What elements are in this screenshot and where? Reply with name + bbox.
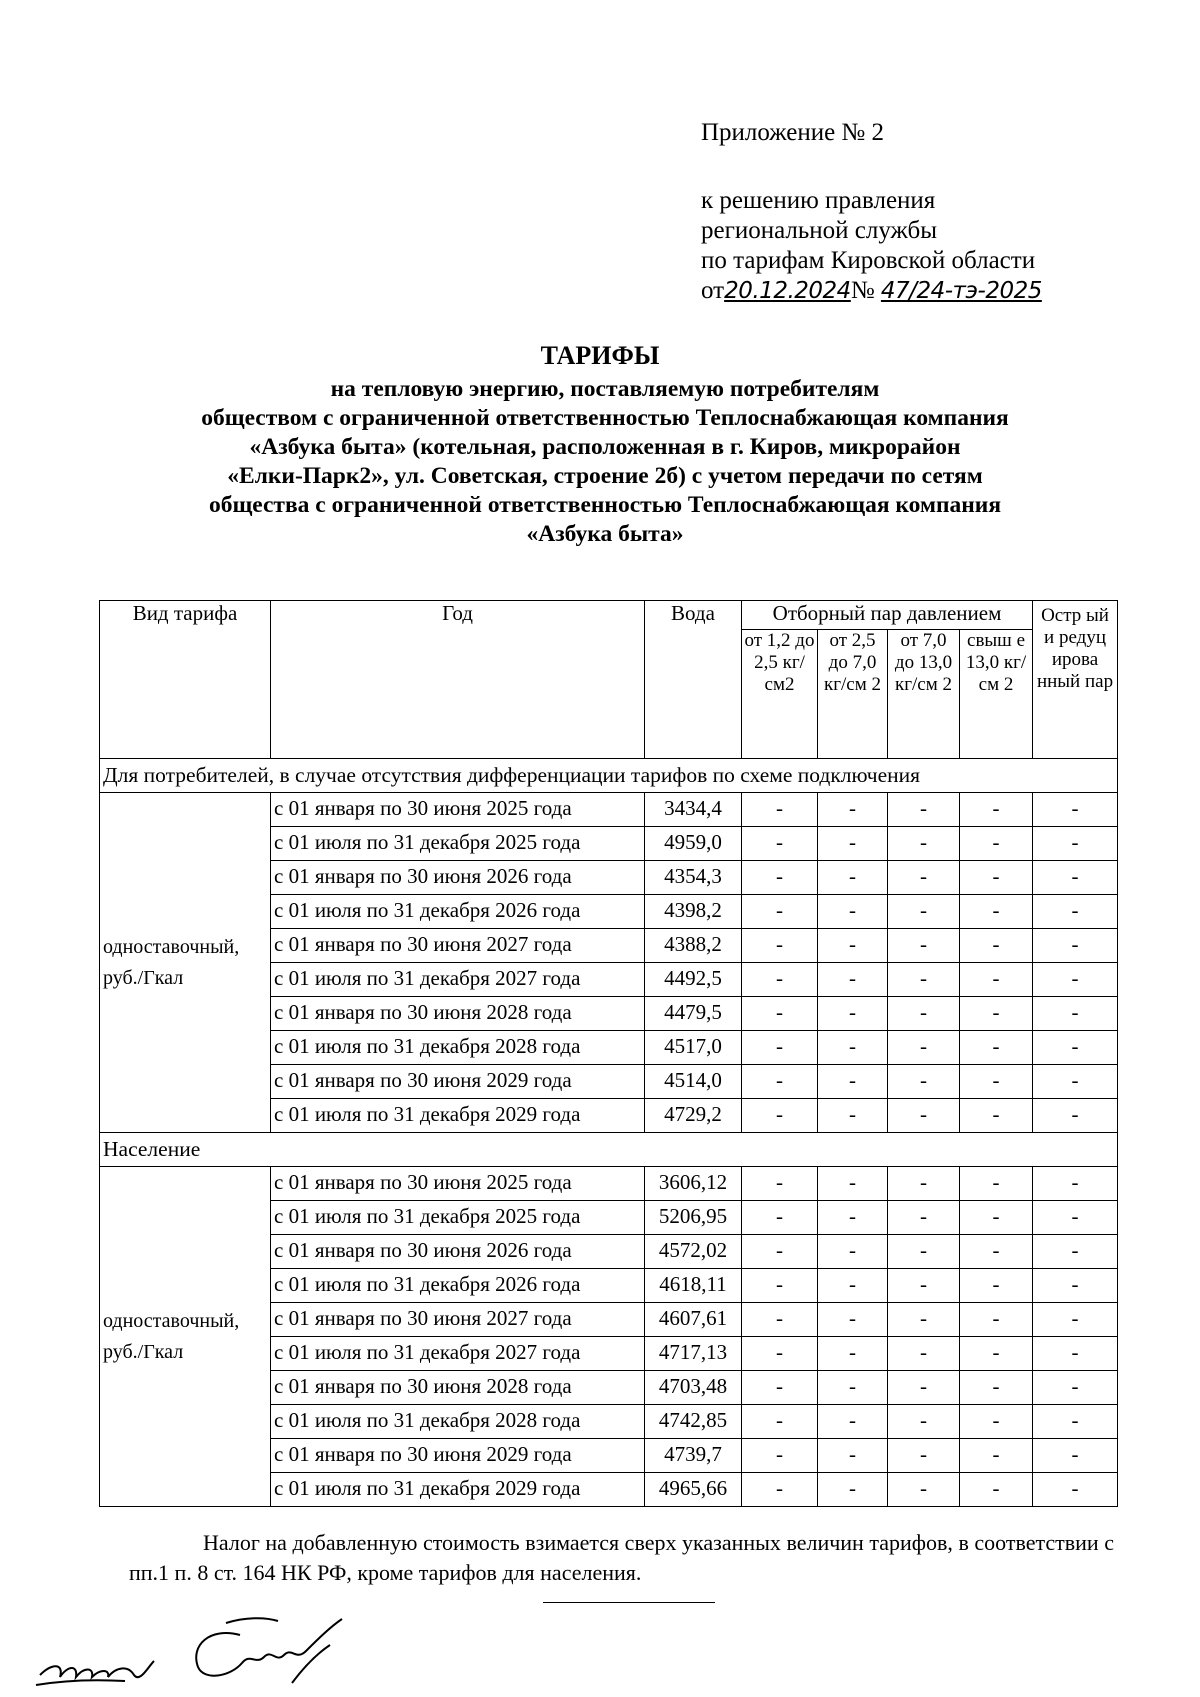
empty-value: -	[888, 861, 960, 895]
table-row	[100, 1167, 1118, 1201]
empty-value: -	[742, 997, 818, 1031]
water-value: 4965,66	[645, 1473, 742, 1507]
water-value: 4398,2	[645, 895, 742, 929]
empty-value: -	[818, 1099, 888, 1133]
empty-value: -	[888, 1269, 960, 1303]
tariff-table	[99, 600, 1118, 1507]
empty-value: -	[1033, 1303, 1118, 1337]
header-steam-3: от 7,0 до 13,0 кг/см 2	[888, 630, 960, 759]
water-value: 4618,11	[645, 1269, 742, 1303]
empty-value: -	[818, 997, 888, 1031]
empty-value: -	[1033, 1269, 1118, 1303]
header-steam-1: от 1,2 до 2,5 кг/см2	[742, 630, 818, 759]
empty-value: -	[818, 1269, 888, 1303]
empty-value: -	[1033, 1065, 1118, 1099]
empty-value: -	[742, 929, 818, 963]
period-cell: с 01 января по 30 июня 2026 года	[271, 1235, 645, 1269]
empty-value: -	[960, 929, 1033, 963]
empty-value: -	[1033, 1473, 1118, 1507]
empty-value: -	[888, 1405, 960, 1439]
tariff-kind: одноставочный, руб./Гкал	[100, 793, 271, 1133]
date-prefix: от	[701, 277, 725, 304]
header-period: Год	[271, 601, 645, 759]
water-value: 3434,4	[645, 793, 742, 827]
period-cell: с 01 января по 30 июня 2027 года	[271, 929, 645, 963]
empty-value: -	[742, 1405, 818, 1439]
empty-value: -	[960, 1473, 1033, 1507]
empty-value: -	[960, 1405, 1033, 1439]
table-body	[100, 759, 1118, 1507]
period-cell: с 01 января по 30 июня 2025 года	[271, 1167, 645, 1201]
empty-value: -	[1033, 827, 1118, 861]
empty-value: -	[960, 1371, 1033, 1405]
empty-value: -	[888, 997, 960, 1031]
empty-value: -	[742, 861, 818, 895]
period-cell: с 01 июля по 31 декабря 2027 года	[271, 963, 645, 997]
empty-value: -	[960, 1235, 1033, 1269]
empty-value: -	[960, 827, 1033, 861]
water-value: 4572,02	[645, 1235, 742, 1269]
empty-value: -	[742, 1099, 818, 1133]
empty-value: -	[818, 861, 888, 895]
number-prefix: №	[850, 277, 875, 304]
period-cell: с 01 января по 30 июня 2025 года	[271, 793, 645, 827]
period-cell: с 01 января по 30 июня 2028 года	[271, 997, 645, 1031]
empty-value: -	[1033, 793, 1118, 827]
period-cell: с 01 июля по 31 декабря 2029 года	[271, 1473, 645, 1507]
empty-value: -	[888, 895, 960, 929]
header-water: Вода	[645, 601, 742, 759]
decision-line-1: к решению правления	[701, 187, 936, 214]
period-cell: с 01 июля по 31 декабря 2029 года	[271, 1099, 645, 1133]
period-cell: с 01 января по 30 июня 2028 года	[271, 1371, 645, 1405]
empty-value: -	[742, 895, 818, 929]
empty-value: -	[742, 1065, 818, 1099]
empty-value: -	[960, 793, 1033, 827]
subtitle-line: обществом с ограниченной ответственностью Теплоснабжающая компания	[201, 405, 1009, 431]
empty-value: -	[818, 1473, 888, 1507]
empty-value: -	[1033, 895, 1118, 929]
empty-value: -	[742, 793, 818, 827]
empty-value: -	[818, 895, 888, 929]
subtitle-line: «Азбука быта»	[526, 521, 684, 547]
empty-value: -	[742, 1371, 818, 1405]
empty-value: -	[818, 963, 888, 997]
empty-value: -	[1033, 1031, 1118, 1065]
water-value: 4492,5	[645, 963, 742, 997]
period-cell: с 01 июля по 31 декабря 2026 года	[271, 1269, 645, 1303]
period-cell: с 01 июля по 31 декабря 2025 года	[271, 1201, 645, 1235]
empty-value: -	[888, 1201, 960, 1235]
table-row	[100, 793, 1118, 827]
empty-value: -	[960, 895, 1033, 929]
empty-value: -	[960, 861, 1033, 895]
empty-value: -	[742, 1031, 818, 1065]
empty-value: -	[818, 1439, 888, 1473]
subtitle-line: «Елки-Парк2», ул. Советская, строение 2б) с учетом передачи по сетям	[227, 463, 983, 489]
empty-value: -	[1033, 929, 1118, 963]
empty-value: -	[742, 963, 818, 997]
water-value: 4742,85	[645, 1405, 742, 1439]
empty-value: -	[888, 1303, 960, 1337]
empty-value: -	[742, 1167, 818, 1201]
header-steam-group: Отборный пар давлением	[742, 601, 1033, 630]
empty-value: -	[818, 827, 888, 861]
section-label: Для потребителей, в случае отсутствия дифференциации тарифов по схеме подключения	[100, 759, 1118, 793]
empty-value: -	[888, 1099, 960, 1133]
period-cell: с 01 января по 30 июня 2027 года	[271, 1303, 645, 1337]
empty-value: -	[742, 1269, 818, 1303]
empty-value: -	[888, 1167, 960, 1201]
header-steam-2: от 2,5 до 7,0 кг/см 2	[818, 630, 888, 759]
empty-value: -	[742, 1201, 818, 1235]
empty-value: -	[1033, 1099, 1118, 1133]
section-label: Население	[100, 1133, 1118, 1167]
water-value: 5206,95	[645, 1201, 742, 1235]
empty-value: -	[888, 1235, 960, 1269]
vat-note: Налог на добавленную стоимость взимается сверх указанных величин тарифов, в соответствии с пп.1 п. 8 ст. 164 НК РФ, кроме тарифов для населения.	[129, 1530, 1114, 1585]
empty-value: -	[742, 1235, 818, 1269]
tariff-kind: одноставочный, руб./Гкал	[100, 1167, 271, 1507]
water-value: 4703,48	[645, 1371, 742, 1405]
subtitle-line: «Азбука быта» (котельная, расположенная в г. Киров, микрорайон	[249, 434, 961, 460]
empty-value: -	[888, 1473, 960, 1507]
header-sharp-steam: Остр ый и редуц ирова нный пар	[1033, 601, 1118, 759]
header-steam-4: свыш е 13,0 кг/см 2	[960, 630, 1033, 759]
period-cell: с 01 января по 30 июня 2026 года	[271, 861, 645, 895]
empty-value: -	[960, 1337, 1033, 1371]
empty-value: -	[960, 997, 1033, 1031]
water-value: 4729,2	[645, 1099, 742, 1133]
empty-value: -	[742, 1473, 818, 1507]
period-cell: с 01 июля по 31 декабря 2028 года	[271, 1031, 645, 1065]
empty-value: -	[960, 1201, 1033, 1235]
empty-value: -	[742, 1337, 818, 1371]
water-value: 4514,0	[645, 1065, 742, 1099]
decision-line-3: по тарифам Кировской области	[701, 247, 1036, 274]
empty-value: -	[818, 1337, 888, 1371]
empty-value: -	[888, 1065, 960, 1099]
period-cell: с 01 января по 30 июня 2029 года	[271, 1439, 645, 1473]
empty-value: -	[888, 1031, 960, 1065]
decision-number: 47/24-тэ-2025	[880, 278, 1042, 304]
empty-value: -	[960, 1031, 1033, 1065]
period-cell: с 01 июля по 31 декабря 2026 года	[271, 895, 645, 929]
empty-value: -	[888, 827, 960, 861]
header-kind: Вид тарифа	[100, 601, 271, 759]
empty-value: -	[818, 1405, 888, 1439]
water-value: 4959,0	[645, 827, 742, 861]
subtitle-line: общества с ограниченной ответственностью Теплоснабжающая компания	[208, 492, 1002, 518]
water-value: 4479,5	[645, 997, 742, 1031]
decision-reference	[701, 186, 1042, 306]
empty-value: -	[818, 1303, 888, 1337]
empty-value: -	[888, 1337, 960, 1371]
document-subtitle	[110, 375, 1100, 549]
empty-value: -	[818, 1065, 888, 1099]
decision-line-2: региональной службы	[701, 217, 938, 244]
decision-date-line	[701, 276, 1042, 306]
empty-value: -	[818, 1235, 888, 1269]
empty-value: -	[888, 929, 960, 963]
empty-value: -	[742, 1303, 818, 1337]
empty-value: -	[960, 1167, 1033, 1201]
empty-value: -	[960, 1065, 1033, 1099]
empty-value: -	[888, 1371, 960, 1405]
empty-value: -	[1033, 1439, 1118, 1473]
empty-value: -	[1033, 1337, 1118, 1371]
period-cell: с 01 июля по 31 декабря 2027 года	[271, 1337, 645, 1371]
empty-value: -	[1033, 1405, 1118, 1439]
empty-value: -	[742, 827, 818, 861]
empty-value: -	[960, 1269, 1033, 1303]
appendix-label: Приложение № 2	[701, 119, 885, 146]
period-cell: с 01 июля по 31 декабря 2028 года	[271, 1405, 645, 1439]
signature-image	[30, 1605, 360, 1697]
empty-value: -	[960, 1303, 1033, 1337]
period-cell: с 01 июля по 31 декабря 2025 года	[271, 827, 645, 861]
water-value: 4607,61	[645, 1303, 742, 1337]
empty-value: -	[888, 793, 960, 827]
empty-value: -	[818, 929, 888, 963]
document-title: ТАРИФЫ	[540, 341, 660, 370]
water-value: 4354,3	[645, 861, 742, 895]
empty-value: -	[960, 1099, 1033, 1133]
decision-date: 20.12.2024	[724, 278, 851, 304]
empty-value: -	[1033, 1201, 1118, 1235]
empty-value: -	[1033, 997, 1118, 1031]
empty-value: -	[742, 1439, 818, 1473]
water-value: 4517,0	[645, 1031, 742, 1065]
empty-value: -	[818, 1371, 888, 1405]
empty-value: -	[818, 1031, 888, 1065]
water-value: 3606,12	[645, 1167, 742, 1201]
empty-value: -	[1033, 1235, 1118, 1269]
empty-value: -	[818, 1167, 888, 1201]
empty-value: -	[1033, 861, 1118, 895]
water-value: 4717,13	[645, 1337, 742, 1371]
subtitle-line: на тепловую энергию, поставляемую потребителям	[330, 376, 880, 402]
empty-value: -	[960, 1439, 1033, 1473]
empty-value: -	[818, 1201, 888, 1235]
empty-value: -	[888, 1439, 960, 1473]
empty-value: -	[1033, 963, 1118, 997]
empty-value: -	[1033, 1167, 1118, 1201]
empty-value: -	[888, 963, 960, 997]
water-value: 4388,2	[645, 929, 742, 963]
water-value: 4739,7	[645, 1439, 742, 1473]
closing-rule	[543, 1602, 715, 1603]
empty-value: -	[818, 793, 888, 827]
empty-value: -	[1033, 1371, 1118, 1405]
period-cell: с 01 января по 30 июня 2029 года	[271, 1065, 645, 1099]
empty-value: -	[960, 963, 1033, 997]
